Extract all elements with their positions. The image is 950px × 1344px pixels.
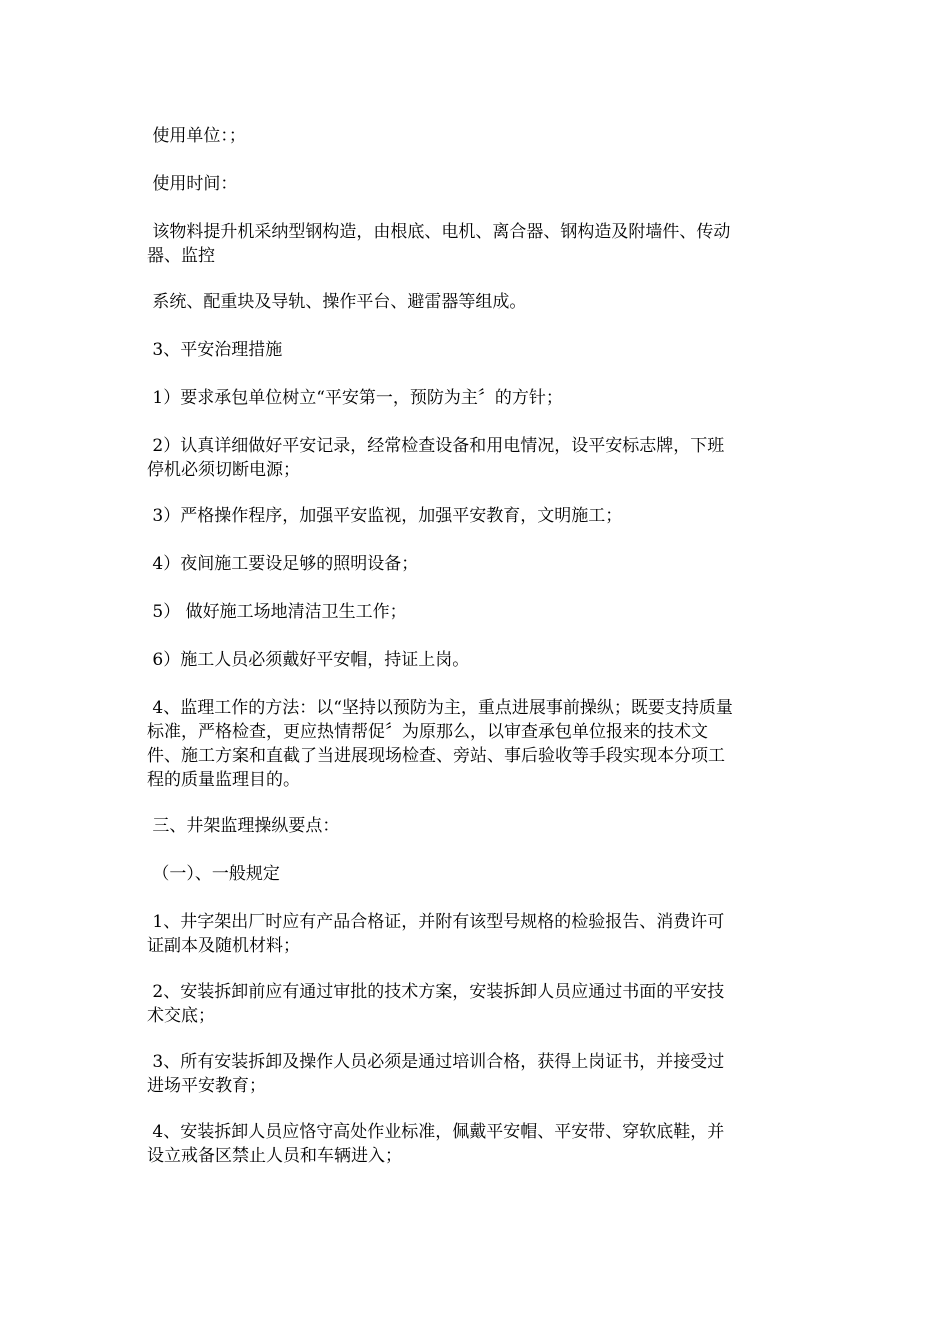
paragraph-structure-2: 系统、配重块及导轨、操作平台、避雷器等组成。 <box>147 292 527 312</box>
paragraph-use-unit: 使用单位：； <box>147 126 246 146</box>
section-3-item-4: 4）夜间施工要设足够的照明设备； <box>147 554 419 574</box>
rule-1: 1、井字架出厂时应有产品合格证，并附有该型号规格的检验报告、消费许可 证副本及随机材料； <box>147 912 725 956</box>
rule-3: 3、所有安装拆卸及操作人员必须是通过培训合格，获得上岗证书，并接受过 进场平安教育； <box>147 1052 725 1096</box>
section-3-item-5: 5） 做好施工场地清洁卫生工作； <box>147 602 407 622</box>
paragraph-structure-1: 该物料提升机采纳型钢构造，由根底、电机、离合器、钢构造及附墙件、传动 器、监控 <box>147 222 731 266</box>
rule-2: 2、安装拆卸前应有通过审批的技术方案，安装拆卸人员应通过书面的平安技 术交底； <box>147 982 725 1026</box>
rule-4: 4、安装拆卸人员应恪守高处作业标准，佩戴平安帽、平安带、穿软底鞋，并 设立戒备区禁止人员和车辆进入； <box>147 1122 725 1166</box>
part-3-title: 三、井架监理操纵要点： <box>147 816 340 836</box>
section-3-title: 3、平安治理措施 <box>147 340 283 360</box>
section-3-item-3: 3）严格操作程序，加强平安监视，加强平安教育，文明施工； <box>147 506 623 526</box>
section-3-item-6: 6）施工人员必须戴好平安帽，持证上岗。 <box>147 650 470 670</box>
section-4-method: 4、监理工作的方法：以“坚持以预防为主，重点进展事前操纵；既要支持质量 标准，严格检查，更应热情帮促〞为原那么，以审查承包单位报来的技术文 件、施工方案和直截了当进展现场检查、旁站、事后验收等手段实现本分项工 程的质量监理目的。 <box>147 698 733 790</box>
section-3-item-1: 1）要求承包单位树立“平安第一，预防为主〞的方针； <box>147 388 563 408</box>
document-body <box>147 124 807 1190</box>
general-rules-title: （一）、一般规定 <box>147 864 280 884</box>
paragraph-use-time: 使用时间： <box>147 174 238 194</box>
section-3-item-2: 2）认真详细做好平安记录，经常检查设备和用电情况，设平安标志牌，下班 停机必须切断电源； <box>147 436 725 480</box>
